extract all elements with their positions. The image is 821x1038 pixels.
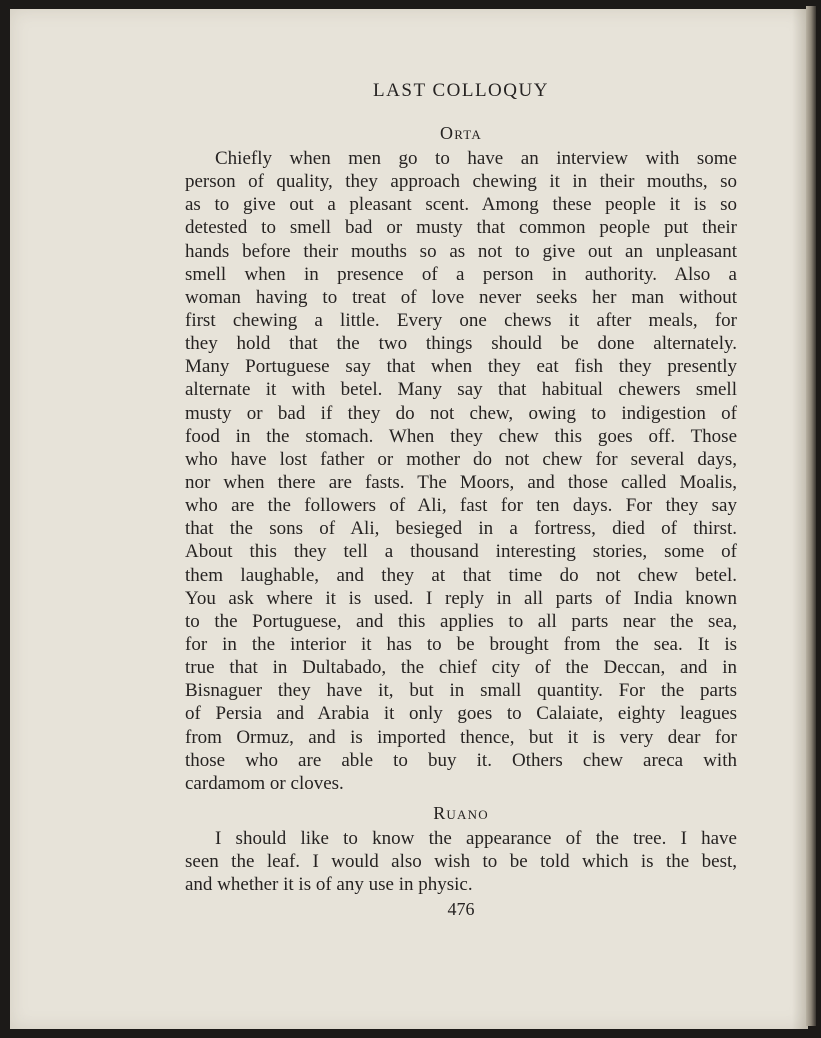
- text-line: of Persia and Arabia it only goes to Calaiate, eighty leagues: [185, 703, 737, 725]
- paragraph-orta: [185, 147, 737, 795]
- text-line: seen the leaf. I would also wish to be told which is the best,: [185, 851, 737, 873]
- text-line: alternate it with betel. Many say that habitual chewers smell: [185, 379, 737, 401]
- text-line: musty or bad if they do not chew, owing to indigestion of: [185, 402, 737, 424]
- text-line: that the sons of Ali, besieged in a fortress, died of thirst.: [185, 518, 737, 540]
- text-line: they hold that the two things should be done alternately.: [185, 333, 737, 355]
- text-line: from Ormuz, and is imported thence, but it is very dear for: [185, 726, 737, 748]
- page-number: 476: [447, 899, 475, 920]
- text-line: food in the stomach. When they chew this goes off. Those: [185, 425, 737, 447]
- speaker-heading-ruano: Ruano: [433, 802, 489, 823]
- text-line: Chiefly when men go to have an interview with some: [215, 148, 737, 169]
- text-line: Bisnaguer they have it, but in small quantity. For the parts: [185, 680, 737, 702]
- running-head: LAST COLLOQUY: [373, 80, 549, 101]
- text-line: as to give out a pleasant scent. Among these people it is so: [185, 194, 737, 216]
- text-line: person of quality, they approach chewing it in their mouths, so: [185, 171, 737, 193]
- text-line: who have lost father or mother do not chew for several days,: [185, 448, 737, 470]
- text-line: smell when in presence of a person in authority. Also a: [185, 263, 737, 285]
- text-line: them laughable, and they at that time do not chew betel.: [185, 564, 737, 586]
- text-line: detested to smell bad or musty that common people put their: [185, 217, 737, 239]
- text-line: those who are able to buy it. Others chew areca with: [185, 749, 737, 771]
- text-line: You ask where it is used. I reply in all parts of India known: [185, 587, 737, 609]
- text-line: I should like to know the appearance of the tree. I have: [215, 827, 737, 849]
- text-line: for in the interior it has to be brought from the sea. It is: [185, 633, 737, 655]
- text-line: who are the followers of Ali, fast for ten days. For they say: [185, 495, 737, 517]
- book-binding-edge: [806, 6, 816, 1026]
- speaker-heading-orta: Orta: [440, 123, 482, 143]
- page-text: [185, 79, 737, 920]
- text-line: nor when there are fasts. The Moors, and those called Moalis,: [185, 471, 737, 493]
- text-line: true that in Dultabado, the chief city of the Deccan, and in: [185, 657, 737, 679]
- text-line: hands before their mouths so as not to give out an unpleasant: [185, 240, 737, 262]
- paragraph-ruano: [185, 827, 737, 896]
- text-line: woman having to treat of love never seeks her man without: [185, 286, 737, 308]
- text-line: to the Portuguese, and this applies to all parts near the sea,: [185, 610, 737, 632]
- text-line: and whether it is of any use in physic.: [185, 874, 473, 896]
- text-line: Many Portuguese say that when they eat fish they presently: [185, 356, 737, 378]
- text-line: cardamom or cloves.: [185, 772, 344, 794]
- text-line: first chewing a little. Every one chews it after meals, for: [185, 309, 737, 331]
- text-line: About this they tell a thousand interesting stories, some of: [185, 541, 737, 563]
